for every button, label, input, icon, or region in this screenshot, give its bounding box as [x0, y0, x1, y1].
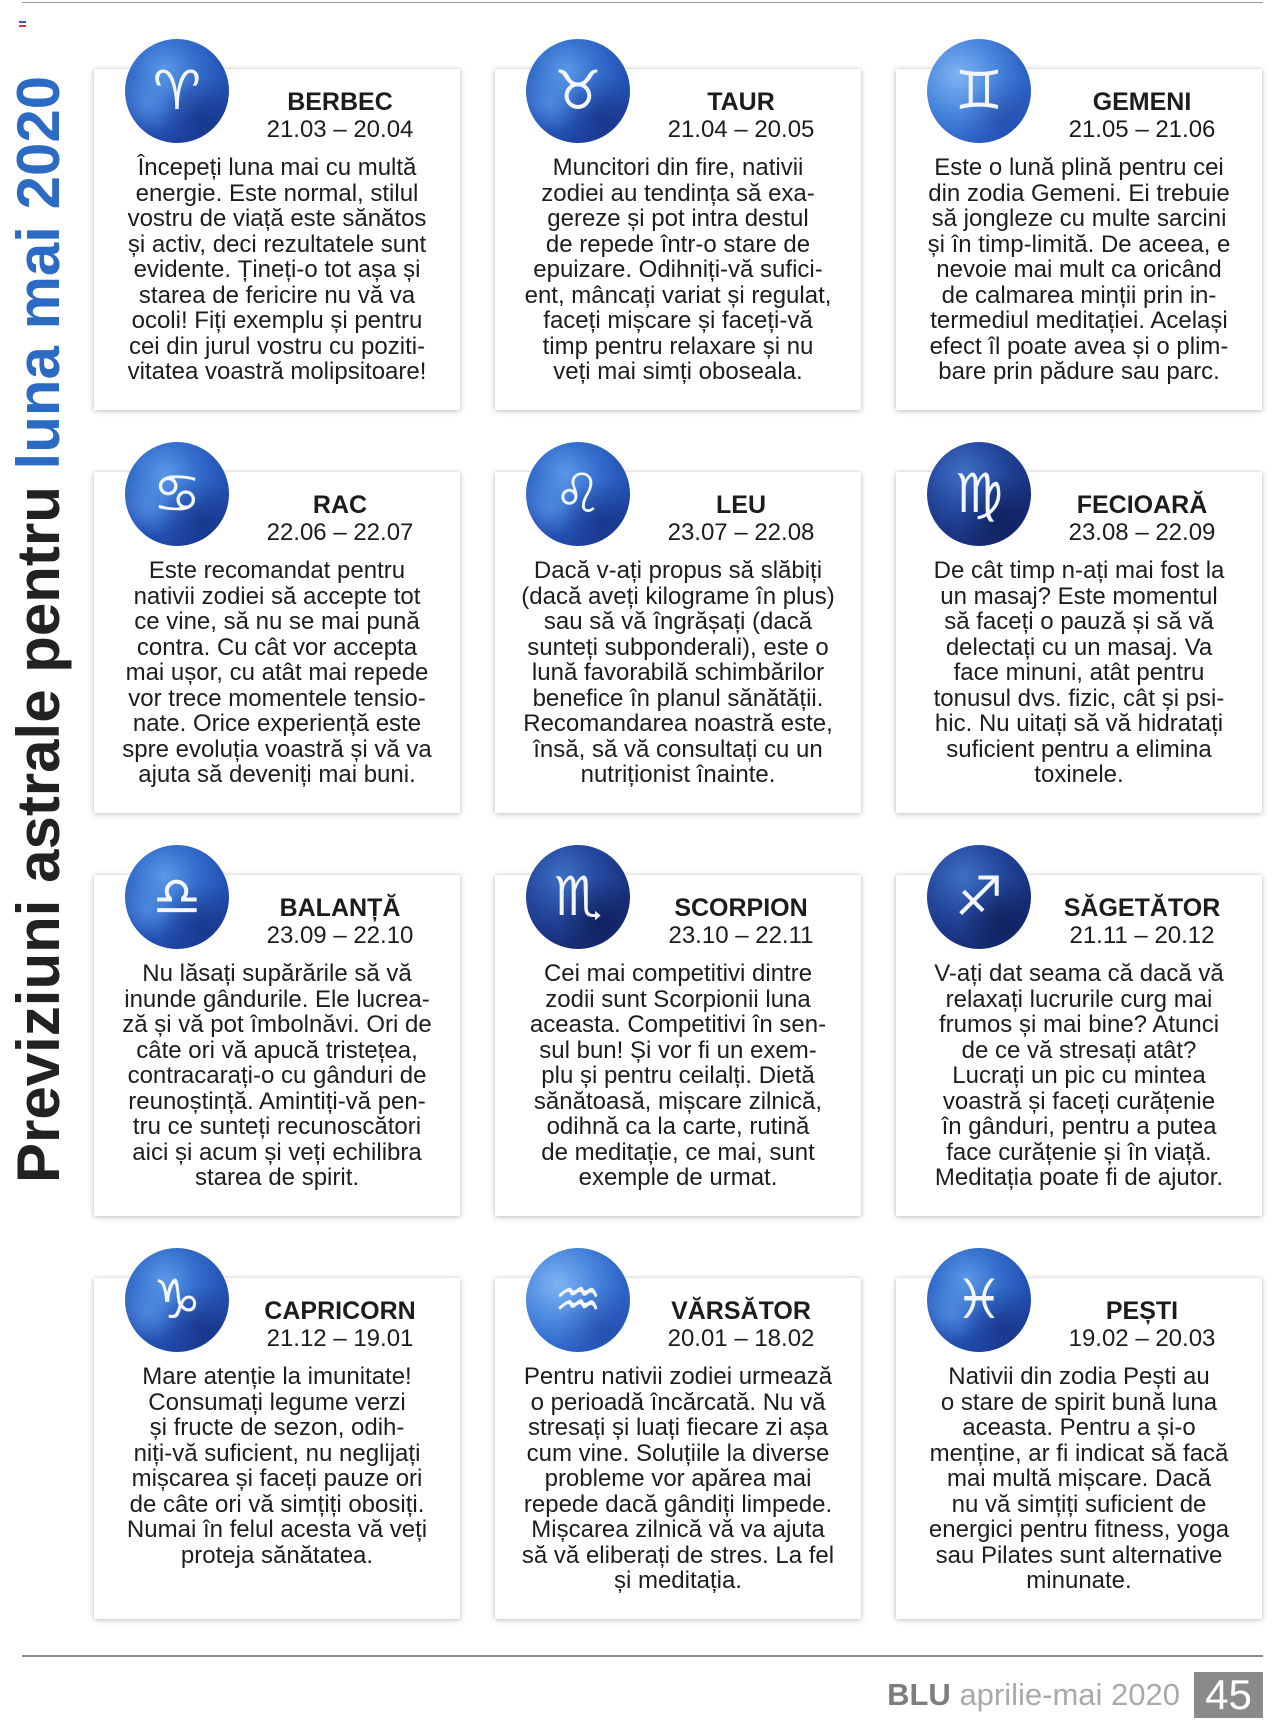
- sign-header: [641, 89, 841, 143]
- page-number: 45: [1194, 1672, 1263, 1718]
- sign-name: SCORPION: [674, 894, 808, 922]
- sign-header: [641, 492, 841, 546]
- zodiac-card-pisces: [896, 1268, 1262, 1619]
- zodiac-card-taurus: [495, 59, 861, 410]
- zodiac-grid: [94, 59, 1262, 1619]
- sign-forecast: Nativii din zodia Pești au o stare de spirit bună luna aceasta. Pentru a și-o menține, ar fi indicat să facă mai multă mișcare. Dacă nu vă simțiți suficient de energici pentru fitness, yoga sau Pilates sunt alternative minunate.: [928, 1363, 1230, 1594]
- zodiac-card-scorpio: [495, 865, 861, 1216]
- sign-header: [240, 89, 440, 143]
- page-title: [7, 53, 71, 1183]
- sign-dates: 21.03 – 20.04: [266, 116, 414, 143]
- magazine-name: BLU: [887, 1677, 951, 1712]
- aries-icon: ♈︎: [125, 39, 229, 143]
- top-rule: [22, 2, 1263, 3]
- sign-name: BERBEC: [287, 88, 393, 116]
- sign-dates: 21.05 – 21.06: [1068, 116, 1216, 143]
- sign-header: [1042, 895, 1242, 949]
- sign-forecast: Este recomandat pentru nativii zodiei să accepte tot ce vine, să nu se mai pună contra. Cu cât vor accepta mai ușor, cu atât mai repede vor trece momentele tensio- nate. Orice experiență este spre evoluția voastră și vă va ajuta să deveniți mai buni.: [122, 557, 432, 788]
- page-title-main: Previziuni astrale pentru: [5, 486, 72, 1183]
- sign-dates: 21.12 – 19.01: [266, 1325, 414, 1352]
- sign-header: [641, 895, 841, 949]
- zodiac-card-sagittarius: [896, 865, 1262, 1216]
- zodiac-card-libra: [94, 865, 460, 1216]
- sign-name: TAUR: [707, 88, 775, 116]
- zodiac-card-aquarius: [495, 1268, 861, 1619]
- sign-forecast: Nu lăsați supărările să vă inunde gândurile. Ele lucrea- ză și vă pot îmbolnăvi. Ori de câte ori vă apucă tristețea, contracarați-o cu gânduri de reunoștință. Amintiți-vă pen- tru ce sunteți recunoscători aici și acum și veți echilibra starea de spirit.: [122, 960, 432, 1191]
- sign-header: [641, 1298, 841, 1352]
- virgo-icon: ♍︎: [927, 442, 1031, 546]
- sign-dates: 21.04 – 20.05: [667, 116, 815, 143]
- sign-header: [240, 1298, 440, 1352]
- sign-forecast: Mare atenție la imunitate! Consumați legume verzi și fructe de sezon, odih- niți-vă suficient, nu neglijați mișcarea și faceți pauze ori de câte ori vă simțiți obosiți. Numai în felul acesta vă veți proteja sănătatea.: [126, 1363, 428, 1569]
- sign-forecast: Pentru nativii zodiei urmează o perioadă încărcată. Nu vă stresați și luați fiecare zi așa cum vine. Soluțiile la diverse probleme vor apărea mai repede dacă gândiți limpede. Mișcarea zilnică vă va ajuta să vă eliberați de stres. La fel și meditația.: [521, 1363, 835, 1594]
- sign-header: [1042, 492, 1242, 546]
- sign-forecast: V-ați dat seama că dacă vă relaxați lucrurile curg mai frumos și mai bine? Atunci de ce vă stresați atât? Lucrați un pic cu mintea voastră și faceți curățenie în gânduri, pentru a putea face curățenie și în viață. Meditația poate fi de ajutor.: [934, 960, 1224, 1191]
- pisces-icon: ♓︎: [927, 1248, 1031, 1352]
- zodiac-card-capricorn: [94, 1268, 460, 1619]
- sign-forecast: De cât timp n-ați mai fost la un masaj? Este momentul să faceți o pauză și să vă delectați cu un masaj. Va face minuni, atât pentru tonusul dvs. fizic, cât și psi- hic. Nu uitați să vă hidratați suficient pentru a elimina toxinele.: [933, 557, 1225, 788]
- bottom-rule: [22, 1655, 1263, 1657]
- sign-forecast: Este o lună plină pentru cei din zodia Gemeni. Ei trebuie să jongleze cu multe sarcini și în timp-limită. De aceea, e nevoie mai mult ca oricând de calmarea minții prin in- termediul meditației. Același efect îl poate avea și o plim- bare prin pădure sau parc.: [927, 154, 1231, 385]
- sign-dates: 23.10 – 22.11: [668, 922, 814, 949]
- sign-dates: 23.08 – 22.09: [1068, 519, 1216, 546]
- sign-dates: 20.01 – 18.02: [667, 1325, 815, 1352]
- sign-name: VĂRSĂTOR: [671, 1297, 811, 1325]
- zodiac-card-gemini: [896, 59, 1262, 410]
- sign-dates: 21.11 – 20.12: [1069, 922, 1215, 949]
- zodiac-card-cancer: [94, 462, 460, 813]
- issue-date: aprilie-mai 2020: [959, 1677, 1180, 1712]
- sign-header: [1042, 1298, 1242, 1352]
- scorpio-icon: ♏︎: [526, 845, 630, 949]
- sign-name: LEU: [716, 491, 766, 519]
- sign-forecast: Cei mai competitivi dintre zodii sunt Scorpionii luna aceasta. Competitivi în sen- sul bun! Și vor fi un exem- plu și pentru ceilalți. Dietă sănătoasă, mișcare zilnică, odihnă ca la carte, rutină de meditație, ce mai, sunt exemple de urmat.: [529, 960, 827, 1191]
- page-title-accent: luna mai 2020: [5, 75, 72, 470]
- taurus-icon: ♉︎: [526, 39, 630, 143]
- zodiac-card-leo: [495, 462, 861, 813]
- sign-dates: 23.09 – 22.10: [266, 922, 414, 949]
- zodiac-card-aries: [94, 59, 460, 410]
- sign-forecast: Dacă v-ați propus să slăbiți (dacă aveți kilograme în plus) sau să vă îngrășați (dacă sunteți subponderali), este o lună favorabilă schimbărilor benefice în planul sănătății. Recomandarea noastră este, însă, să vă consultați cu un nutriționist înainte.: [521, 557, 835, 788]
- aquarius-icon: ♒︎: [526, 1248, 630, 1352]
- sign-name: FECIOARĂ: [1076, 491, 1208, 519]
- sign-header: [240, 492, 440, 546]
- cancer-icon: ♋︎: [125, 442, 229, 546]
- footer-credit: [887, 1677, 1180, 1713]
- sign-name: PEȘTI: [1105, 1297, 1179, 1325]
- sign-header: [240, 895, 440, 949]
- sign-dates: 23.07 – 22.08: [667, 519, 815, 546]
- sign-name: RAC: [312, 491, 368, 519]
- sign-forecast: Începeți luna mai cu multă energie. Este normal, stilul vostru de viață este sănătos și activ, deci rezultatele sunt evidente. Țineți-o tot așa și starea de fericire nu vă va ocoli! Fiți exemplu și pentru cei din jurul vostru cu poziti- vitatea voastră molipsitoare!: [127, 154, 427, 385]
- sign-dates: 22.06 – 22.07: [266, 519, 414, 546]
- sign-header: [1042, 89, 1242, 143]
- sign-dates: 19.02 – 20.03: [1068, 1325, 1216, 1352]
- gemini-icon: ♊︎: [927, 39, 1031, 143]
- corner-mark: [19, 21, 26, 27]
- sign-name: CAPRICORN: [264, 1297, 416, 1325]
- sign-name: SĂGETĂTOR: [1063, 894, 1221, 922]
- sign-forecast: Muncitori din fire, nativii zodiei au tendința să exa- gereze și pot intra destul de repede într-o stare de epuizare. Odihniți-vă sufici- ent, mâncați variat și regulat, faceți mișcare și faceți-vă timp pentru relaxare și nu veți mai simți oboseala.: [524, 154, 832, 385]
- sagittarius-icon: ♐︎: [927, 845, 1031, 949]
- capricorn-icon: ♑︎: [125, 1248, 229, 1352]
- leo-icon: ♌︎: [526, 442, 630, 546]
- zodiac-card-virgo: [896, 462, 1262, 813]
- sign-name: GEMENI: [1092, 88, 1192, 116]
- sign-name: BALANȚĂ: [279, 894, 401, 922]
- libra-icon: ♎︎: [125, 845, 229, 949]
